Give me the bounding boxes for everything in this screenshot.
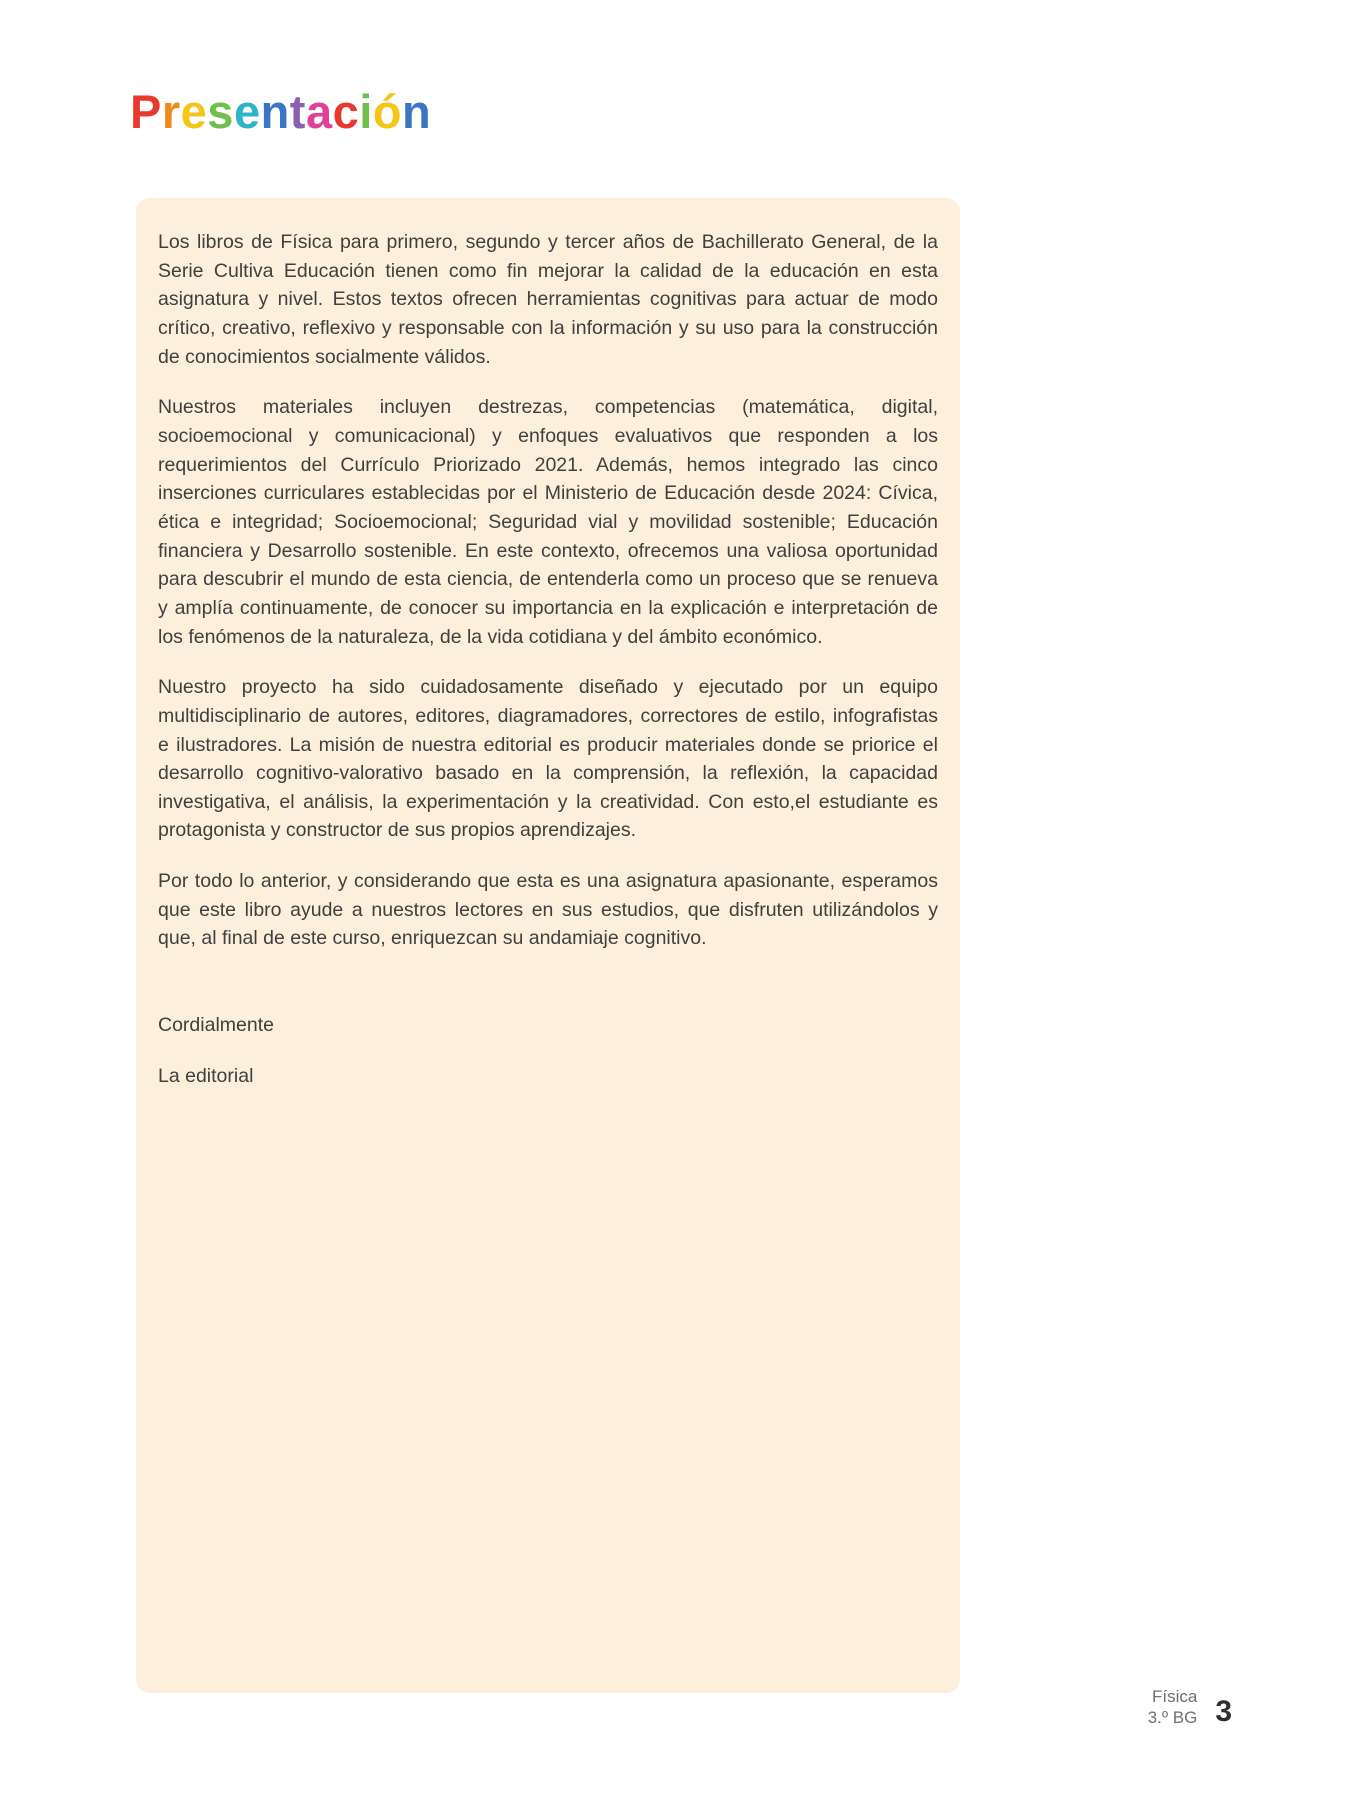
presentation-panel bbox=[136, 198, 960, 1693]
title-letter-3: e bbox=[180, 85, 208, 138]
page-number: 3 bbox=[1215, 1695, 1232, 1728]
title-letter-8: a bbox=[305, 85, 333, 138]
page-title bbox=[130, 85, 432, 138]
paragraph: Por todo lo anterior, y considerando que esta es una asignatura apasionante, esperamos que este libro ayude a nuestros lectores en sus estudios, que disfruten utilizándolos y que, al final de este curso, enriquezcan su andamiaje cognitivo. bbox=[158, 870, 938, 950]
signature-block bbox=[158, 1011, 938, 1090]
paragraph: Nuestro proyecto ha sido cuidadosamente diseñado y ejecutado por un equipo multidisciplinario de autores, editores, diagramadores, correctores de estilo, infografistas e ilustradores. La misión de nuestra editorial es producir materiales donde se priorice el desarrollo cognitivo-valorativo basado en la comprensión, la reflexión, la capacidad investigativa, el análisis, la experimentación y la creatividad. Con esto,el estudiante es protagonista y constructor de sus propios aprendizajes. bbox=[158, 676, 938, 842]
page-footer bbox=[1148, 1686, 1232, 1729]
footer-grade: 3.º BG bbox=[1147, 1707, 1198, 1727]
title-letter-1: P bbox=[130, 85, 162, 138]
paragraph: Los libros de Física para primero, segundo y tercer años de Bachillerato General, de la Serie Cultiva Educación tienen como fin mejorar la calidad de la educación en esta asignatura y nivel. Estos textos ofrecen herramientas cognitivas para actuar de modo crítico, creativo, reflexivo y responsable con la información y su uso para la construcción de conocimientos socialmente válidos. bbox=[158, 231, 938, 368]
closing-line: Cordialmente bbox=[158, 1014, 274, 1037]
title-letter-10: i bbox=[359, 85, 373, 138]
title-letter-12: n bbox=[402, 85, 432, 138]
paragraph: Nuestros materiales incluyen destrezas, competencias (matemática, digital, socioemocional y comunicacional) y enfoques evaluativos que responden a los requerimientos del Currículo Priorizado 2021. Además, hemos integrado las cinco inserciones curriculares establecidas por el Ministerio de Educación desde 2024: Cívica, ética e integridad; Socioemocional; Seguridad vial y movilidad sostenible; Educación financiera y Desarrollo sostenible. En este contexto, ofrecemos una valiosa oportunidad para descubrir el mundo de esta ciencia, de entenderla como un proceso que se renueva y amplía continuamente, de conocer su importancia en la explicación e interpretación de los fenómenos de la naturaleza, de la vida cotidiana y del ámbito económico. bbox=[158, 396, 938, 648]
title-letter-5: e bbox=[233, 85, 261, 138]
title-letter-7: t bbox=[289, 85, 306, 138]
presentation-text-body bbox=[158, 228, 938, 1112]
title-letter-6: n bbox=[260, 85, 290, 138]
title-letter-2: r bbox=[161, 85, 181, 138]
footer-subject: Física bbox=[1151, 1686, 1198, 1706]
title-letter-9: c bbox=[332, 85, 360, 138]
title-letter-4: s bbox=[207, 85, 234, 138]
footer-book-info bbox=[1148, 1686, 1198, 1729]
title-letter-11: ó bbox=[372, 85, 403, 138]
signature-line: La editorial bbox=[158, 1064, 254, 1087]
